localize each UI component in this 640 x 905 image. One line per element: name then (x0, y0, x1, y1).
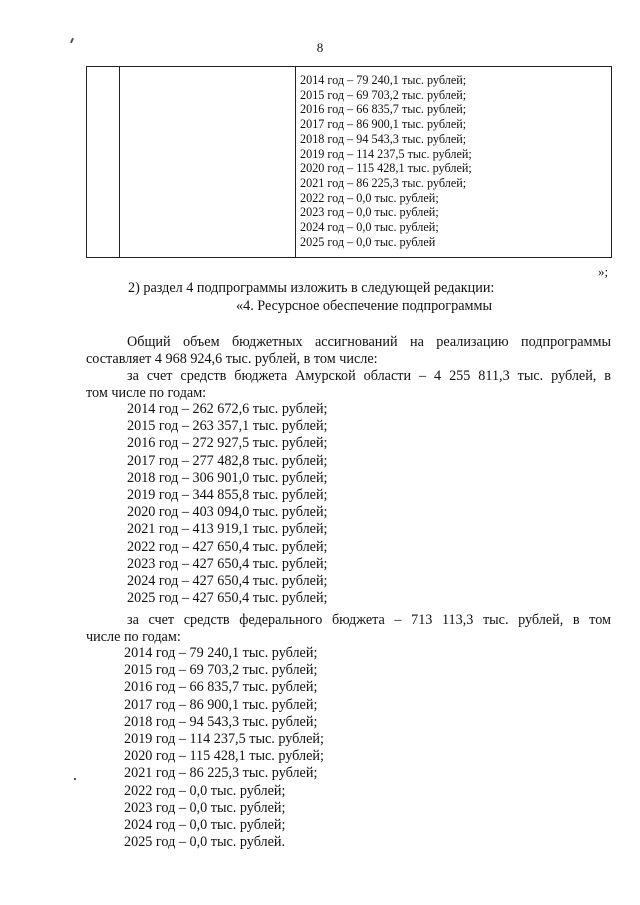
list-item: 2023 год – 427 650,4 тыс. рублей; (127, 555, 328, 572)
table-row: 2018 год – 94 543,3 тыс. рублей; (300, 131, 467, 146)
table-row: 2022 год – 0,0 тыс. рублей; (300, 190, 439, 205)
list-item: 2022 год – 427 650,4 тыс. рублей; (127, 538, 328, 555)
list-item: 2015 год – 69 703,2 тыс. рублей; (124, 662, 318, 679)
table-column-divider (119, 67, 120, 257)
intro-line-1: Общий объем бюджетных ассигнований на реализацию подпрограммы (127, 334, 611, 350)
list-item: 2016 год – 66 835,7 тыс. рублей; (124, 679, 318, 696)
table-column-divider (295, 67, 296, 257)
list-item: 2025 год – 427 650,4 тыс. рублей; (127, 590, 328, 607)
regional-line-2: том числе по годам: (86, 385, 207, 401)
table-cell-years (300, 73, 472, 249)
list-item: 2014 год – 79 240,1 тыс. рублей; (124, 645, 318, 661)
list-item: 2018 год – 306 901,0 тыс. рублей; (127, 469, 328, 486)
regional-year-list (127, 401, 328, 607)
table-row: 2019 год – 114 237,5 тыс. рублей; (300, 146, 472, 161)
list-item: 2019 год – 114 237,5 тыс. рублей; (124, 731, 324, 748)
list-item: 2019 год – 344 855,8 тыс. рублей; (127, 487, 328, 504)
list-item: 2015 год – 263 357,1 тыс. рублей; (127, 418, 328, 435)
federal-line-1: за счет средств федерального бюджета – 713 113,3 тыс. рублей, в том (127, 612, 611, 628)
list-item: 2018 год – 94 543,3 тыс. рублей; (124, 713, 318, 730)
federal-line-2: числе по годам: (86, 629, 181, 645)
federal-year-list (124, 645, 324, 851)
table-row: 2025 год – 0,0 тыс. рублей (300, 234, 436, 249)
list-item: 2024 год – 427 650,4 тыс. рублей; (127, 573, 328, 590)
list-item: 2021 год – 86 225,3 тыс. рублей; (124, 765, 318, 782)
list-item: 2022 год – 0,0 тыс. рублей; (124, 782, 286, 799)
table-row: 2014 год – 79 240,1 тыс. рублей; (300, 73, 467, 87)
regional-line-1: за счет средств бюджета Амурской области – 4 255 811,3 тыс. рублей, в (127, 368, 611, 384)
budget-table (86, 66, 612, 258)
list-item: 2020 год – 403 094,0 тыс. рублей; (127, 504, 328, 521)
section-title: «4. Ресурсное обеспечение подпрограммы (236, 298, 492, 314)
closing-quote: »; (598, 264, 609, 279)
intro-line-2: составляет 4 968 924,6 тыс. рублей, в том числе: (86, 351, 378, 367)
list-item: 2020 год – 115 428,1 тыс. рублей; (124, 748, 324, 765)
table-row: 2016 год – 66 835,7 тыс. рублей; (300, 102, 467, 117)
list-item: 2023 год – 0,0 тыс. рублей; (124, 799, 286, 816)
section-instruction: 2) раздел 4 подпрограммы изложить в следующей редакции: (128, 280, 495, 296)
scan-mark (74, 778, 76, 780)
list-item: 2024 год – 0,0 тыс. рублей; (124, 817, 286, 834)
list-item: 2017 год – 86 900,1 тыс. рублей; (124, 696, 318, 713)
list-item: 2021 год – 413 919,1 тыс. рублей; (127, 521, 328, 538)
table-row: 2015 год – 69 703,2 тыс. рублей; (300, 87, 467, 102)
list-item: 2017 год – 277 482,8 тыс. рублей; (127, 452, 328, 469)
list-item: 2014 год – 262 672,6 тыс. рублей; (127, 401, 328, 417)
table-row: 2023 год – 0,0 тыс. рублей; (300, 205, 439, 220)
list-item: 2025 год – 0,0 тыс. рублей. (124, 834, 286, 851)
table-row: 2017 год – 86 900,1 тыс. рублей; (300, 117, 467, 132)
page-number: 8 (316, 40, 324, 55)
list-item: 2016 год – 272 927,5 тыс. рублей; (127, 435, 328, 452)
table-row: 2024 год – 0,0 тыс. рублей; (300, 220, 439, 235)
table-row: 2021 год – 86 225,3 тыс. рублей; (300, 175, 467, 190)
table-row: 2020 год – 115 428,1 тыс. рублей; (300, 161, 472, 176)
